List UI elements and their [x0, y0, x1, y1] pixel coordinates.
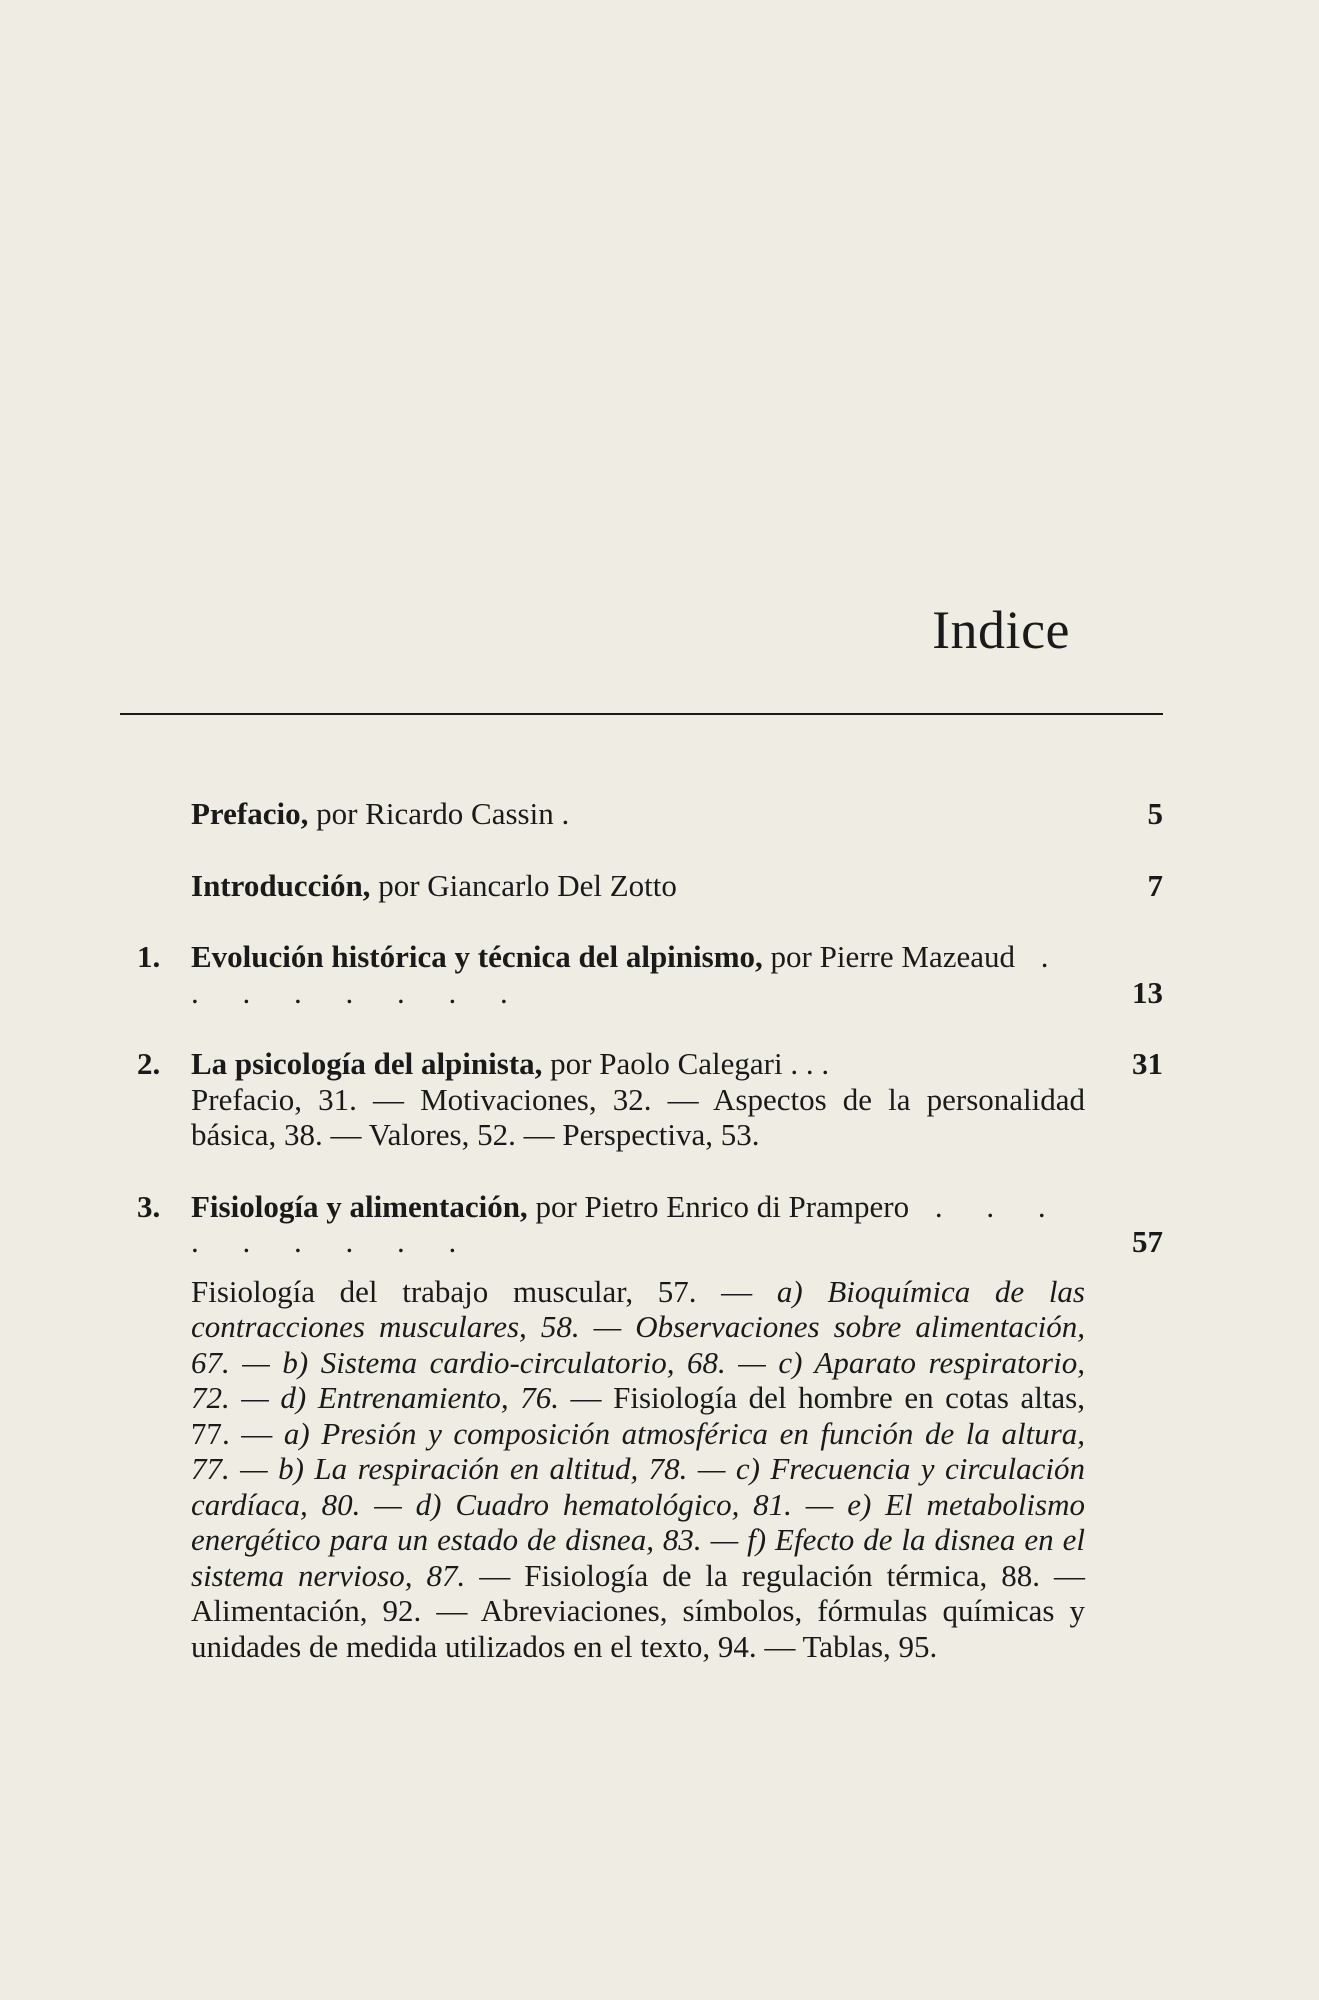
title-rule	[120, 713, 1163, 715]
chapter-number: 1.	[137, 939, 161, 974]
toc-entry-prefacio	[137, 796, 1163, 832]
toc-entry-introduccion	[137, 868, 1163, 904]
entry-page-number: 31	[1132, 1046, 1163, 1081]
contents-part: — Fisiología de la regulación térmica, 88. — Alimentación, 92. — Abreviaciones, símbolos, fórmulas químicas y unidades de medida utilizados en el texto, 94. — Tablas, 95.	[191, 1557, 1085, 1664]
entry-page-number: 13	[1132, 974, 1163, 1010]
page-title: Indice	[932, 600, 1070, 660]
entry-title: Introducción, por Giancarlo Del Zotto	[191, 867, 677, 903]
contents-part-italic: a) Presión y composición atmosférica en función de la altura, 77. — b) La respiración en altitud, 78. — c) Frecuencia y circulación cardíaca, 80. — d) Cuadro hematológico, 81. — e) El metabolismo energético para un estado de disnea, 83. — f) Efecto de la disnea en el sistema nervioso, 87.	[191, 1415, 1086, 1593]
entry-page-number: 7	[1147, 867, 1163, 903]
entry-title: La psicología del alpinista, por Paolo Calegari . . .	[191, 1046, 830, 1081]
contents-part-italic: a) Bioquímica de las contracciones musculares, 58. — Observaciones sobre alimentación, 67. — b) Sistema cardio-circulatorio, 68. — c) Aparato respiratorio, 72. — d) Entrenamiento, 76.	[191, 1273, 1085, 1415]
toc-entry-chapter-3	[137, 1189, 1163, 1260]
chapter-number: 3.	[137, 1188, 161, 1224]
toc-entry-chapter-2	[137, 1046, 1163, 1153]
entry-page-number: 5	[1147, 796, 1163, 831]
contents-part: Fisiología del trabajo muscular, 57. —	[191, 1273, 777, 1309]
entry-title: Prefacio, por Ricardo Cassin .	[191, 796, 570, 831]
chapter-contents	[137, 1274, 1163, 1665]
table-of-contents	[137, 796, 1163, 1664]
entry-title: Fisiología y alimentación, por Pietro Enrico di Prampero . . . . . . . . .	[191, 1188, 1064, 1259]
chapter-contents: Prefacio, 31. — Motivaciones, 32. — Aspectos de la personalidad básica, 38. — Valores, 52. — Perspectiva, 53.	[191, 1081, 1085, 1152]
entry-page-number: 57	[1132, 1224, 1163, 1259]
contents-part: — Fisiología del hombre en cotas altas, 77. —	[191, 1380, 1085, 1451]
toc-entry-chapter-1	[137, 939, 1163, 1010]
entry-title: Evolución histórica y técnica del alpinismo, por Pierre Mazeaud . . . . . . . .	[191, 939, 1067, 1010]
chapter-number: 2.	[137, 1046, 161, 1081]
